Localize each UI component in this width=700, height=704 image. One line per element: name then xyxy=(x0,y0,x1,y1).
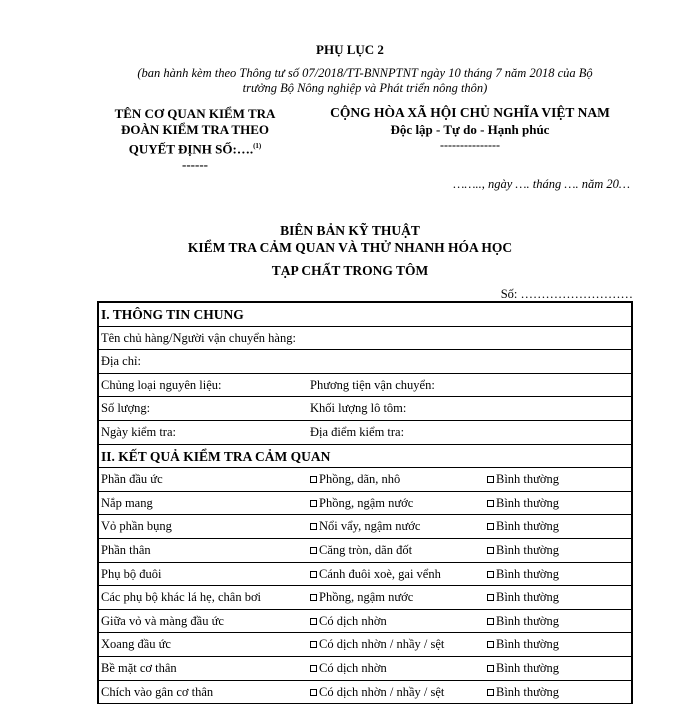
normal-option[interactable] xyxy=(487,590,559,605)
material-row xyxy=(99,374,631,398)
sensory-row xyxy=(99,586,631,610)
sensory-row xyxy=(99,657,631,681)
normal-option[interactable] xyxy=(487,637,559,652)
body-part-label: Giữa vỏ và màng đầu ức xyxy=(101,614,224,629)
address-label: Địa chỉ: xyxy=(101,354,141,369)
checkbox-icon[interactable] xyxy=(487,665,494,672)
checkbox-icon[interactable] xyxy=(487,500,494,507)
checkbox-icon[interactable] xyxy=(310,594,317,601)
sensory-row xyxy=(99,563,631,587)
nation-block xyxy=(300,104,640,152)
checkbox-icon[interactable] xyxy=(310,689,317,696)
section-sensory-heading-row xyxy=(99,445,631,469)
abnormal-option[interactable] xyxy=(310,519,420,534)
agency-block xyxy=(100,106,290,173)
document-number: Số: ……………………… xyxy=(420,287,633,302)
normal-label: Bình thường xyxy=(496,614,559,628)
checkbox-icon[interactable] xyxy=(310,547,317,554)
checkbox-icon[interactable] xyxy=(310,665,317,672)
agency-rule: ------ xyxy=(100,157,290,173)
checkbox-icon[interactable] xyxy=(487,523,494,530)
abnormal-label: Có dịch nhờn xyxy=(319,661,387,675)
agency-footnote: (1) xyxy=(253,142,261,150)
checkbox-icon[interactable] xyxy=(487,689,494,696)
checkbox-icon[interactable] xyxy=(310,523,317,530)
owner-label: Tên chủ hàng/Người vận chuyển hàng: xyxy=(101,331,296,346)
normal-label: Bình thường xyxy=(496,496,559,510)
abnormal-option[interactable] xyxy=(310,543,412,558)
sensory-row xyxy=(99,468,631,492)
body-part-label: Phụ bộ đuôi xyxy=(101,567,161,582)
checkbox-icon[interactable] xyxy=(487,618,494,625)
document-title-line-1: BIÊN BẢN KỸ THUẬT xyxy=(0,222,700,239)
lot-weight-label: Khối lượng lô tôm: xyxy=(310,401,406,416)
checkbox-icon[interactable] xyxy=(310,500,317,507)
body-part-label: Bề mặt cơ thân xyxy=(101,661,177,676)
abnormal-option[interactable] xyxy=(310,496,413,511)
form-table xyxy=(97,301,633,704)
normal-label: Bình thường xyxy=(496,567,559,581)
normal-label: Bình thường xyxy=(496,590,559,604)
abnormal-label: Nổi vẩy, ngậm nước xyxy=(319,519,420,533)
abnormal-label: Phồng, ngậm nước xyxy=(319,496,413,510)
checkbox-icon[interactable] xyxy=(310,571,317,578)
sensory-row xyxy=(99,515,631,539)
normal-label: Bình thường xyxy=(496,472,559,486)
checkbox-icon[interactable] xyxy=(487,641,494,648)
document-subtitle: TẠP CHẤT TRONG TÔM xyxy=(0,263,700,279)
inspection-row xyxy=(99,421,631,445)
quantity-row xyxy=(99,397,631,421)
body-part-label: Nắp mang xyxy=(101,496,153,511)
abnormal-label: Căng tròn, dãn đốt xyxy=(319,543,412,557)
agency-decision xyxy=(100,138,290,157)
normal-label: Bình thường xyxy=(496,543,559,557)
appendix-note xyxy=(95,66,635,96)
appendix-title: PHỤ LỤC 2 xyxy=(0,42,700,58)
section-general-heading: I. THÔNG TIN CHUNG xyxy=(101,307,244,323)
checkbox-icon[interactable] xyxy=(487,571,494,578)
material-type-label: Chủng loại nguyên liệu: xyxy=(101,378,221,393)
abnormal-option[interactable] xyxy=(310,567,441,582)
abnormal-label: Phồng, dãn, nhô xyxy=(319,472,400,486)
body-part-label: Các phụ bộ khác lá hẹ, chân bơi xyxy=(101,590,261,605)
agency-name: TÊN CƠ QUAN KIỂM TRA xyxy=(100,106,290,122)
normal-option[interactable] xyxy=(487,614,559,629)
normal-label: Bình thường xyxy=(496,661,559,675)
section-sensory-heading: II. KẾT QUẢ KIỂM TRA CẢM QUAN xyxy=(101,449,330,465)
normal-option[interactable] xyxy=(487,661,559,676)
nation-motto: Độc lập - Tự do - Hạnh phúc xyxy=(300,121,640,138)
date-line: …….., ngày …. tháng …. năm 20… xyxy=(380,177,630,192)
sensory-row xyxy=(99,610,631,634)
inspection-place-label: Địa điểm kiểm tra: xyxy=(310,425,404,440)
agency-decision-label: QUYẾT ĐỊNH SỐ:…. xyxy=(129,141,253,156)
appendix-note-line-2: trưởng Bộ Nông nghiệp và Phát triển nông thôn) xyxy=(95,81,635,96)
section-general-heading-row xyxy=(99,303,631,327)
normal-option[interactable] xyxy=(487,543,559,558)
inspection-date-label: Ngày kiểm tra: xyxy=(101,425,176,440)
abnormal-label: Có dịch nhờn / nhầy / sệt xyxy=(319,637,444,651)
abnormal-label: Có dịch nhờn / nhầy / sệt xyxy=(319,685,444,699)
body-part-label: Xoang đầu ức xyxy=(101,637,171,652)
owner-row xyxy=(99,327,631,351)
sensory-row xyxy=(99,681,631,704)
agency-team: ĐOÀN KIỂM TRA THEO xyxy=(100,122,290,138)
sensory-row xyxy=(99,633,631,657)
normal-label: Bình thường xyxy=(496,637,559,651)
abnormal-label: Phồng, ngậm nước xyxy=(319,590,413,604)
sensory-row xyxy=(99,492,631,516)
body-part-label: Phần thân xyxy=(101,543,151,558)
abnormal-option[interactable] xyxy=(310,661,387,676)
body-part-label: Vỏ phần bụng xyxy=(101,519,172,534)
document-title-line-2: KIỂM TRA CẢM QUAN VÀ THỬ NHANH HÓA HỌC xyxy=(0,239,700,256)
nation-rule: --------------- xyxy=(300,138,640,152)
appendix-note-line-1: (ban hành kèm theo Thông tư số 07/2018/TT-BNNPTNT ngày 10 tháng 7 năm 2018 của Bộ xyxy=(95,66,635,81)
body-part-label: Chích vào gân cơ thân xyxy=(101,685,213,700)
document-title xyxy=(0,222,700,256)
checkbox-icon[interactable] xyxy=(487,594,494,601)
abnormal-option[interactable] xyxy=(310,637,444,652)
quantity-label: Số lượng: xyxy=(101,401,150,416)
normal-option[interactable] xyxy=(487,496,559,511)
normal-label: Bình thường xyxy=(496,519,559,533)
nation-name: CỘNG HÒA XÃ HỘI CHỦ NGHĨA VIỆT NAM xyxy=(300,104,640,121)
checkbox-icon[interactable] xyxy=(487,476,494,483)
checkbox-icon[interactable] xyxy=(310,641,317,648)
abnormal-label: Cánh đuôi xoè, gai vểnh xyxy=(319,567,441,581)
abnormal-option[interactable] xyxy=(310,590,413,605)
normal-option[interactable] xyxy=(487,519,559,534)
normal-option[interactable] xyxy=(487,685,559,700)
abnormal-option[interactable] xyxy=(310,685,444,700)
normal-option[interactable] xyxy=(487,472,559,487)
abnormal-option[interactable] xyxy=(310,472,400,487)
sensory-row xyxy=(99,539,631,563)
normal-label: Bình thường xyxy=(496,685,559,699)
checkbox-icon[interactable] xyxy=(487,547,494,554)
body-part-label: Phần đầu ức xyxy=(101,472,163,487)
checkbox-icon[interactable] xyxy=(310,476,317,483)
checkbox-icon[interactable] xyxy=(310,618,317,625)
abnormal-option[interactable] xyxy=(310,614,387,629)
abnormal-label: Có dịch nhờn xyxy=(319,614,387,628)
transport-label: Phương tiện vận chuyển: xyxy=(310,378,435,393)
normal-option[interactable] xyxy=(487,567,559,582)
address-row xyxy=(99,350,631,374)
